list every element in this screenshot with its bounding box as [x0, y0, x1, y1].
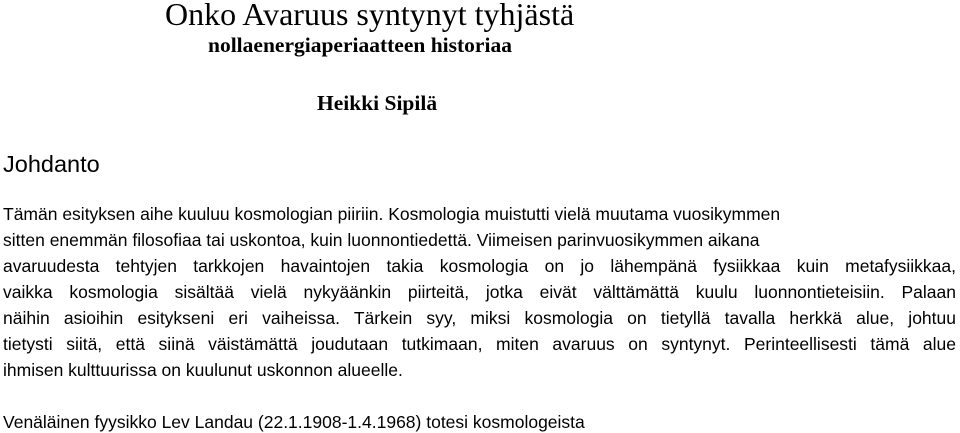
paragraph-line: avaruudesta tehtyjen tarkkojen havaintojen takia kosmologia on jo lähempänä fysiikkaa kuin metafysiikkaa, — [3, 256, 956, 276]
paragraph-line: Venäläinen fyysikko Lev Landau (22.1.1908-1.4.1968) totesi kosmologeista — [3, 412, 585, 432]
paragraph-line: näihin asioihin esitykseni eri vaiheissa. Tärkein syy, miksi kosmologia on tietyllä tavalla herkkä alue, johtuu — [3, 308, 956, 328]
paragraph-line: sitten enemmän filosofiaa tai uskontoa, kuin luonnontiedettä. Viimeisen parinvuosikymmen aikana — [3, 230, 760, 250]
paragraph-line: vaikka kosmologia sisältää vielä nykyäänkin piirteitä, jotka eivät välttämättä kuulu luonnontieteisiin. Palaan — [3, 282, 956, 302]
paragraph-line: Tämän esityksen aihe kuuluu kosmologian piiriin. Kosmologia muistutti vielä muutama vuosikymmen — [3, 204, 781, 224]
section-heading: Johdanto — [3, 151, 100, 177]
document-title: Onko Avaruus syntynyt tyhjästä — [165, 0, 575, 32]
document-subtitle: nollaenergiaperiaatteen historiaa — [208, 33, 512, 57]
paragraph-line: ihmisen kulttuurissa on kuulunut uskonnon alueelle. — [3, 360, 403, 380]
document-author: Heikki Sipilä — [317, 91, 438, 115]
paragraph-line: tietysti siitä, että siinä väistämättä joudutaan tutkimaan, miten avaruus on syntynyt. Perinteellisesti tämä alue — [3, 334, 956, 354]
